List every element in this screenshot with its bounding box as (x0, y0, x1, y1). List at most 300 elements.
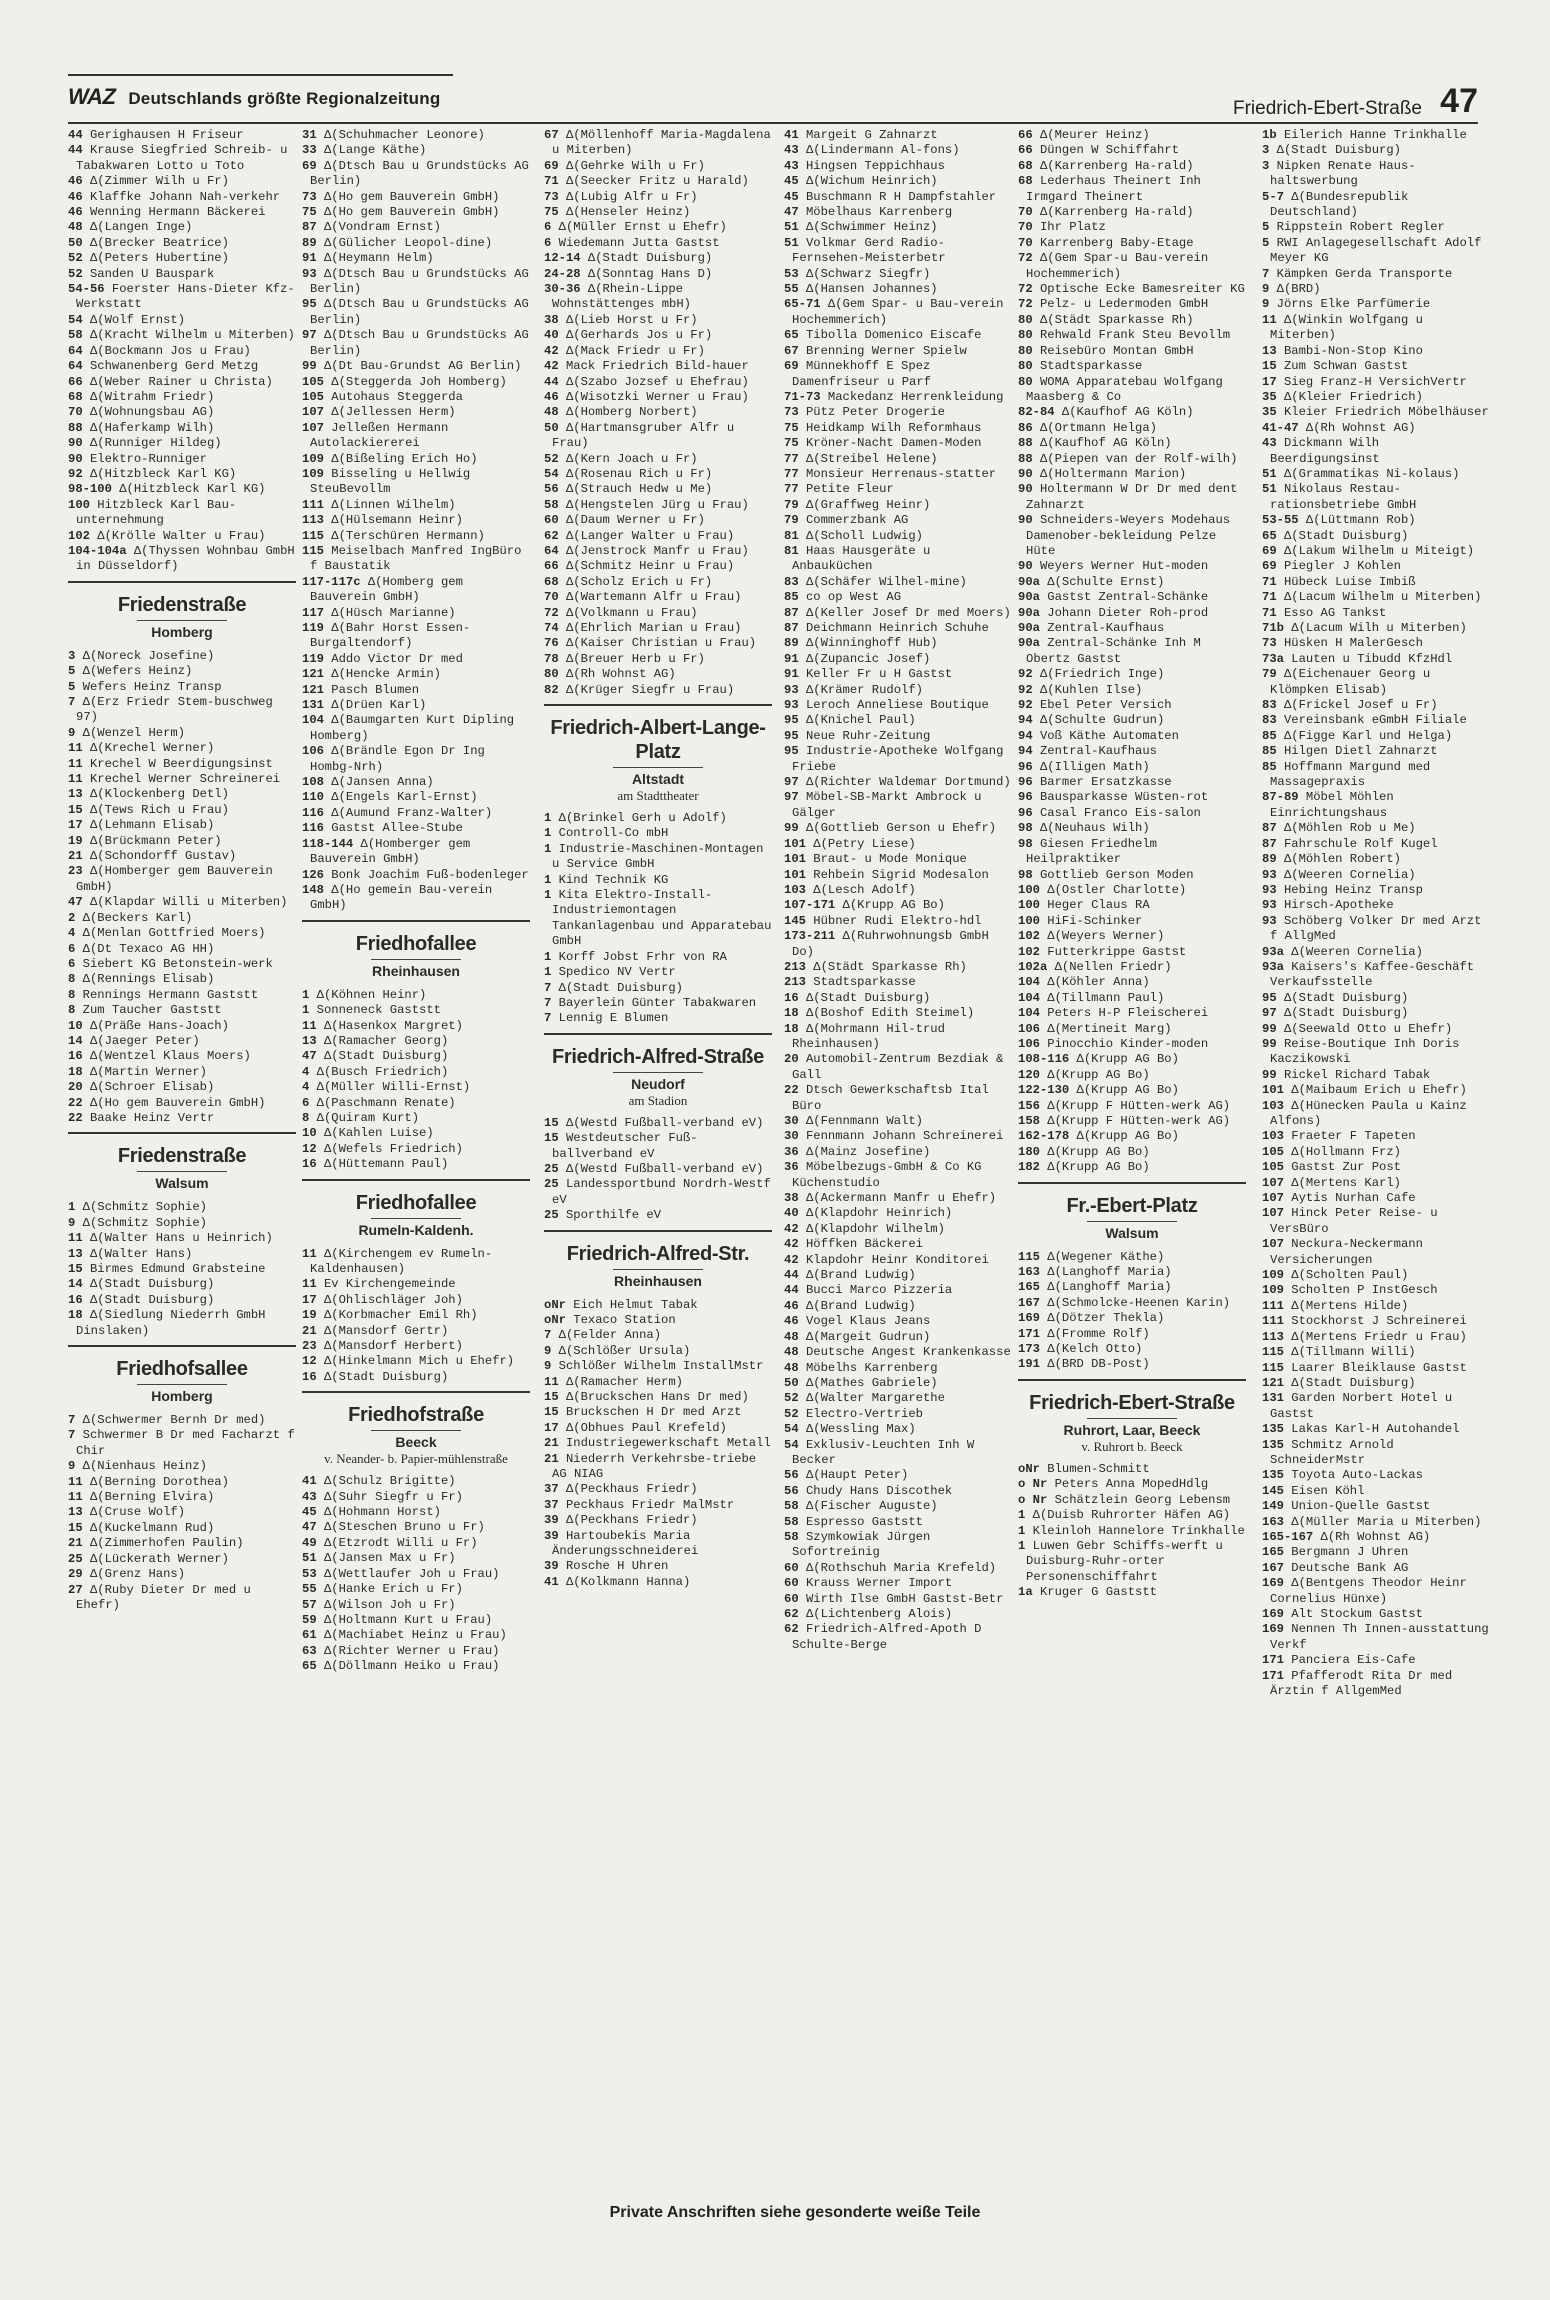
directory-entry (1262, 1376, 1490, 1391)
directory-entry (1262, 991, 1490, 1006)
entry-text: Δ(Brändle Egon Dr Ing Hombg-Nrh) (310, 744, 485, 774)
house-number: 91 (302, 251, 317, 266)
page-header (68, 74, 1478, 124)
directory-entry (784, 159, 1012, 174)
entry-text: Δ(Neuhaus Wilh) (1039, 821, 1150, 836)
entry-text: Δ(Stadt Duisburg) (89, 1292, 215, 1307)
entry-text: Δ(Kracht Wilhelm u Miterben) (89, 328, 295, 343)
house-number: 5 (68, 679, 76, 694)
directory-entry (1262, 467, 1490, 482)
directory-entry (68, 1583, 296, 1614)
entry-text: Δ(Hünecken Paula u Kainz Alfons) (1270, 1098, 1467, 1128)
house-number: 58 (544, 497, 559, 512)
house-number: o Nr (1018, 1492, 1048, 1507)
entry-text: Krause Siegfried Schreib- u Tabakwaren Lotto u Toto (76, 143, 288, 173)
directory-entry (1262, 960, 1490, 991)
house-number: 173 (1018, 1342, 1040, 1357)
directory-entry (544, 667, 772, 682)
directory-entry (1262, 667, 1490, 698)
house-number: 42 (544, 343, 559, 358)
house-number: 121 (302, 682, 324, 697)
entry-text: Δ(Boshof Edith Steimel) (805, 1006, 975, 1021)
house-number: 11 (544, 1374, 559, 1389)
house-number: 87 (784, 605, 799, 620)
entry-text: Δ(Mack Friedr u Fr) (565, 343, 705, 358)
entry-text: Δ(Vondram Ernst) (323, 220, 441, 235)
directory-entry (302, 297, 530, 328)
directory-entry (1262, 1330, 1490, 1345)
house-number: 97 (302, 328, 317, 343)
entry-text: Δ(Rosenau Rich u Fr) (565, 466, 713, 481)
directory-entry (1018, 713, 1246, 728)
house-number: 52 (784, 1391, 799, 1406)
house-number: 69 (1262, 543, 1277, 558)
entry-text: Autohaus Steggerda (331, 389, 463, 404)
directory-entry (68, 1200, 296, 1215)
house-number: 77 (784, 482, 799, 497)
house-number: 115 (302, 543, 324, 558)
entry-text: Δ(Ramacher Georg) (323, 1033, 449, 1048)
directory-entry (1262, 636, 1490, 651)
directory-entry (784, 790, 1012, 821)
entry-text: Δ(Linnen Wilhelm) (331, 497, 456, 512)
entry-text: Δ(Schäfer Wilhel-mine) (805, 574, 967, 589)
entry-text: Friedrich-Alfred-Apoth D Schulte-Berge (792, 1622, 982, 1652)
house-number: 31 (302, 128, 317, 142)
entry-text: Δ(BRD) (1276, 282, 1321, 297)
directory-entry (1262, 1129, 1490, 1144)
entry-text: Δ(Engels Karl-Ernst) (331, 790, 478, 805)
directory-entry (784, 837, 1012, 852)
house-number: 39 (544, 1559, 559, 1574)
directory-entry (1018, 1145, 1246, 1160)
directory-entry (544, 544, 772, 559)
directory-entry (1018, 405, 1246, 420)
directory-entry (544, 1116, 772, 1131)
entry-text: Zum Schwan Gastst (1283, 359, 1409, 374)
house-number: 48 (544, 405, 559, 420)
entry-text: Δ(Lacum Wilh u Miterben) (1291, 621, 1467, 635)
entry-text: Rosche H Uhren (565, 1559, 669, 1574)
entry-text: Lennig E Blumen (558, 1011, 669, 1026)
entry-text: Nennen Th Innen-ausstattung Verkf (1270, 1622, 1489, 1652)
entry-text: Δ(Mertineit Marg) (1047, 1021, 1172, 1036)
header-rule (68, 74, 453, 76)
entry-text: Δ(Lange Käthe) (323, 143, 427, 158)
house-number: 37 (544, 1497, 559, 1512)
house-number: 71 (1262, 574, 1277, 589)
entry-text: Rehbein Sigrid Modesalon (813, 867, 989, 882)
entry-text: Δ(Gem Spar- u Bau-verein Hochemmerich) (792, 297, 1004, 327)
house-number: 1 (302, 1003, 310, 1018)
house-number: 100 (1018, 898, 1040, 913)
directory-entry (68, 895, 296, 910)
house-number: 46 (544, 389, 559, 404)
directory-entry (1018, 344, 1246, 359)
house-number: 105 (1262, 1144, 1284, 1159)
house-number: 90 (68, 436, 83, 451)
directory-entry (1262, 1361, 1490, 1376)
directory-entry (544, 128, 772, 159)
house-number: 15 (544, 1115, 559, 1130)
entry-text: Peters Anna MopedHdlg (1054, 1477, 1209, 1492)
house-number: 46 (68, 189, 83, 204)
directory-entry (302, 190, 530, 205)
house-number: 75 (302, 205, 317, 220)
entry-text: Δ(Ho gem Bauverein GmbH) (89, 1095, 266, 1110)
entry-text: Δ(Schmolcke-Heenen Karin) (1047, 1295, 1231, 1310)
entry-text: Kruger G Gaststt (1039, 1585, 1157, 1600)
house-number: 66 (1018, 143, 1033, 158)
directory-entry (784, 960, 1012, 975)
directory-entry (1262, 436, 1490, 467)
directory-entry (68, 849, 296, 864)
directory-entry (544, 636, 772, 651)
directory-entry (302, 606, 530, 621)
street-heading (544, 1033, 772, 1112)
directory-entry (784, 174, 1012, 189)
house-number: 93 (1262, 867, 1277, 882)
street-heading (68, 581, 296, 645)
house-number: 53-55 (1262, 513, 1299, 528)
entry-text: Bergmann J Uhren (1291, 1545, 1409, 1560)
directory-entry (1262, 482, 1490, 513)
house-number: 45 (302, 1505, 317, 1520)
directory-entry (1262, 590, 1490, 605)
directory-entry (544, 1405, 772, 1420)
entry-text: Δ(Volkmann u Frau) (565, 605, 698, 620)
directory-entry (302, 359, 530, 374)
entry-text: Δ(Gerhards Jos u Fr) (565, 328, 713, 343)
street-section-note: am Stadttheater (617, 788, 699, 804)
entry-text: Δ(Sonntag Hans D) (587, 266, 713, 281)
directory-entry (1262, 760, 1490, 791)
house-number: 51 (1262, 482, 1277, 497)
entry-text: Industrie-Apotheke Wolfgang Friebe (792, 744, 1004, 774)
house-number: 68 (68, 389, 83, 404)
house-number: 44 (784, 1283, 799, 1298)
house-number: 13 (1262, 343, 1277, 358)
entry-text: Δ(Stadt Duisburg) (89, 1277, 215, 1292)
entry-text: Δ(Stadt Duisburg) (1283, 990, 1409, 1005)
house-number: 3 (1262, 143, 1270, 158)
directory-entry (1262, 236, 1490, 267)
house-number: 213 (784, 959, 806, 974)
directory-entry (544, 1208, 772, 1223)
house-number: 67 (784, 343, 799, 358)
house-number: 68 (1018, 158, 1033, 173)
directory-entry (544, 513, 772, 528)
house-number: 92 (1018, 682, 1033, 697)
entry-text: Δ(Kaufhof AG Köln) (1061, 405, 1194, 420)
house-number: 89 (1262, 852, 1277, 867)
district-name: Walsum (155, 1175, 209, 1192)
entry-text: Δ(Weyers Werner) (1047, 929, 1165, 944)
entry-text: Rennings Hermann Gaststt (82, 987, 259, 1002)
house-number: 71 (544, 174, 559, 189)
entry-text: Δ(Wenzel Herm) (82, 725, 186, 740)
house-number: 56 (784, 1468, 799, 1483)
directory-entry (784, 1052, 1012, 1083)
house-number: 91 (784, 667, 799, 682)
entry-text: Δ(Scholl Ludwig) (805, 528, 923, 543)
directory-entry (544, 1390, 772, 1405)
house-number: 99 (1262, 1067, 1277, 1082)
house-number: 103 (1262, 1098, 1284, 1113)
entry-text: Δ(Möhlen Robert) (1283, 852, 1401, 867)
directory-entry (784, 898, 1012, 913)
house-number: 36 (784, 1144, 799, 1159)
house-number: 90 (1018, 466, 1033, 481)
entry-text: Δ(Kelch Otto) (1047, 1342, 1143, 1357)
district-name: Beeck (395, 1434, 437, 1451)
entry-text: Δ(Lacum Wilhelm u Miterben) (1283, 590, 1482, 605)
entry-text: Stockhorst J Schreinerei (1291, 1314, 1467, 1329)
directory-entry (1018, 960, 1246, 975)
entry-text: Peters H-P Fleischerei (1047, 1006, 1209, 1021)
house-number: 93 (302, 266, 317, 281)
entry-text: Gottlieb Gerson Moden (1039, 867, 1194, 882)
directory-entry (544, 390, 772, 405)
house-number: 162-178 (1018, 1129, 1070, 1144)
house-number: 86 (1018, 420, 1033, 435)
house-number: 18 (68, 1308, 83, 1323)
house-number: 44 (68, 143, 83, 158)
house-number: 9 (68, 1215, 76, 1230)
directory-entry (302, 1613, 530, 1628)
directory-entry (302, 1080, 530, 1095)
entry-text: Hartoubekis Maria Änderungsschneiderei (552, 1528, 699, 1559)
entry-text: Δ(Krupp F Hütten-werk AG) (1047, 1098, 1231, 1113)
directory-entry (544, 606, 772, 621)
entry-text: Δ(Beckers Karl) (82, 910, 193, 925)
house-number: 83 (784, 574, 799, 589)
entry-text: Vogel Klaus Jeans (805, 1314, 931, 1329)
house-number: 75 (784, 420, 799, 435)
house-number: 101 (784, 867, 806, 882)
house-number: 126 (302, 867, 324, 882)
directory-entry (68, 405, 296, 420)
house-number: 13 (68, 787, 83, 802)
directory-entry (68, 1475, 296, 1490)
directory-entry (1018, 590, 1246, 605)
house-number: 77 (784, 466, 799, 481)
house-number: 95 (784, 713, 799, 728)
house-number: 59 (302, 1612, 317, 1627)
house-number: 20 (68, 1080, 83, 1095)
entry-text: Baake Heinz Vertr (89, 1110, 215, 1125)
house-number: 101 (1262, 1083, 1284, 1098)
house-number: 42 (784, 1252, 799, 1267)
house-number: 22 (68, 1110, 83, 1125)
house-number: 75 (784, 436, 799, 451)
directory-entry (544, 683, 772, 698)
directory-entry (302, 713, 530, 744)
entry-text: Schwanenberg Gerd Metzg (89, 359, 259, 374)
house-number: 7 (544, 995, 552, 1010)
house-number: 11 (1262, 312, 1277, 327)
directory-entry (302, 1628, 530, 1643)
house-number: 101 (784, 852, 806, 867)
directory-entry (1018, 1327, 1246, 1342)
directory-entry (784, 1222, 1012, 1237)
directory-entry (784, 1191, 1012, 1206)
directory-entry (784, 1361, 1012, 1376)
house-number: 35 (1262, 405, 1277, 420)
entry-text: Laarer Bleiklause Gastst (1291, 1360, 1467, 1375)
entry-text: Lakas Karl-H Autohandel (1291, 1422, 1460, 1437)
entry-text: Δ(Ruhrwohnungsb GmbH Do) (792, 929, 989, 959)
house-number: 117 (302, 605, 324, 620)
directory-entry (68, 436, 296, 451)
house-number: 213 (784, 975, 806, 990)
entry-text: Hilgen Dietl Zahnarzt (1283, 744, 1438, 759)
directory-entry (1018, 744, 1246, 759)
directory-entry (1018, 328, 1246, 343)
entry-text: Gastst Zentral-Schänke (1047, 590, 1209, 605)
directory-entry (68, 313, 296, 328)
directory-entry (1262, 744, 1490, 759)
house-number: 21 (544, 1436, 559, 1451)
entry-text: Niederrh Verkehrsbe-triebe AG NIAG (552, 1451, 757, 1482)
directory-entry (1262, 1299, 1490, 1314)
entry-text: Δ(Zupancic Josef) (805, 651, 931, 666)
directory-entry (302, 1490, 530, 1505)
entry-text: Δ(Dt Texaco AG HH) (82, 941, 215, 956)
house-number: 9 (544, 1343, 552, 1358)
directory-entry (1018, 621, 1246, 636)
house-number: 43 (784, 143, 799, 158)
directory-entry (68, 988, 296, 1003)
house-number: 73a (1262, 651, 1284, 666)
entry-text: Δ(Steschen Bruno u Fr) (323, 1520, 485, 1535)
directory-entry (784, 236, 1012, 267)
heading-rule (1087, 1221, 1177, 1222)
house-number: 3 (1262, 158, 1270, 173)
entry-text: Monsieur Herrenaus-statter (805, 466, 997, 481)
entry-text: Δ(Heymann Helm) (323, 251, 434, 266)
house-number: 16 (302, 1157, 317, 1172)
entry-text: Δ(Hülsemann Heinr) (331, 513, 463, 528)
house-number: 41 (544, 1574, 559, 1589)
house-number: 24-28 (544, 266, 581, 281)
entry-text: Spedico NV Vertr (558, 965, 676, 980)
house-number: 72 (1018, 297, 1033, 312)
directory-entry (1018, 1524, 1246, 1539)
directory-entry (1018, 467, 1246, 482)
house-number: 99 (784, 821, 799, 836)
house-number: 173-211 (784, 929, 836, 944)
house-number: 62 (784, 1607, 799, 1621)
house-number: 46 (784, 1314, 799, 1329)
house-number: 22 (784, 1083, 799, 1098)
directory-entry (68, 174, 296, 189)
directory-entry (1262, 1283, 1490, 1298)
house-number: 15 (68, 802, 83, 817)
directory-entry (1018, 636, 1246, 667)
house-number: 21 (302, 1323, 317, 1338)
directory-column-4 (784, 128, 1012, 1653)
house-number: 93 (1262, 913, 1277, 928)
directory-entry (68, 421, 296, 436)
directory-entry (1018, 790, 1246, 805)
entry-text: Δ(Hitzbleck Karl KG) (119, 482, 266, 497)
directory-entry (1018, 975, 1246, 990)
house-number: 104 (302, 713, 324, 728)
directory-entry (302, 775, 530, 790)
entry-text: Nipken Renate Haus-haltswerbung (1270, 158, 1416, 189)
directory-entry (1262, 190, 1490, 221)
entry-text: Δ(Henseler Heinz) (565, 205, 691, 220)
house-number: 16 (68, 1049, 83, 1064)
entry-text: Δ(Fischer Auguste) (805, 1499, 938, 1514)
house-number: 72 (544, 605, 559, 620)
house-number: 99 (1262, 1036, 1277, 1051)
entry-text: Δ(Siedlung Niederrh GmbH Dinslaken) (76, 1308, 266, 1338)
house-number: 115 (1018, 1249, 1040, 1264)
directory-entry (68, 757, 296, 772)
directory-entry (544, 1436, 772, 1451)
entry-text: Δ(Zimmer Wilh u Fr) (89, 174, 229, 189)
directory-entry (302, 251, 530, 266)
entry-text: Δ(Knichel Paul) (805, 713, 916, 728)
directory-entry (302, 683, 530, 698)
house-number: 93 (784, 698, 799, 713)
entry-text: Δ(Westd Fußball-verband eV) (565, 1115, 764, 1130)
entry-text: Δ(Korbmacher Emil Rh) (323, 1308, 478, 1323)
entry-text: Δ(Dötzer Thekla) (1047, 1311, 1165, 1326)
directory-entry (1262, 914, 1490, 945)
entry-text: Δ(Dtsch Bau u Grundstücks AG Berlin) (310, 297, 529, 327)
directory-entry (784, 1576, 1012, 1591)
entry-text: Bonk Joachim Fuß-bodenleger (331, 867, 529, 882)
directory-entry (1018, 1342, 1246, 1357)
entry-text: Δ(Streibel Helene) (805, 451, 938, 466)
directory-entry (1018, 698, 1246, 713)
directory-entry (302, 744, 530, 775)
house-number: 1 (544, 965, 552, 980)
directory-entry (1262, 652, 1490, 667)
directory-entry (784, 1314, 1012, 1329)
directory-entry (784, 220, 1012, 235)
directory-entry (784, 1114, 1012, 1129)
entry-text: Fahrschule Rolf Kugel (1283, 836, 1438, 851)
house-number: 68 (1018, 174, 1033, 189)
house-number: 165 (1018, 1280, 1040, 1295)
house-number: 120 (1018, 1067, 1040, 1082)
house-number: 1 (1018, 1523, 1026, 1538)
directory-entry (784, 1237, 1012, 1252)
house-number: 52 (544, 451, 559, 466)
directory-entry (302, 452, 530, 467)
house-number: 73 (302, 189, 317, 204)
entry-text: Klaffke Johann Nah-verkehr (89, 189, 281, 204)
directory-entry (68, 359, 296, 374)
directory-entry (544, 842, 772, 873)
entry-text: Δ(Kahlen Luise) (323, 1126, 434, 1141)
entry-text: Δ(Weeren Cornelia) (1283, 867, 1416, 882)
directory-entry (544, 1498, 772, 1513)
entry-text: Controll-Co mbH (558, 826, 669, 841)
house-number: 88 (68, 420, 83, 435)
entry-text: Δ(Schulz Brigitte) (323, 1474, 456, 1489)
directory-entry (784, 1561, 1012, 1576)
entry-text: Wirth Ilse GmbH Gastst-Betr (805, 1591, 1004, 1606)
entry-text: Möbelhaus Karrenberg (805, 205, 953, 220)
directory-column-5 (1018, 128, 1246, 1601)
house-number: 69 (1262, 559, 1277, 574)
house-number: 54 (784, 1422, 799, 1437)
